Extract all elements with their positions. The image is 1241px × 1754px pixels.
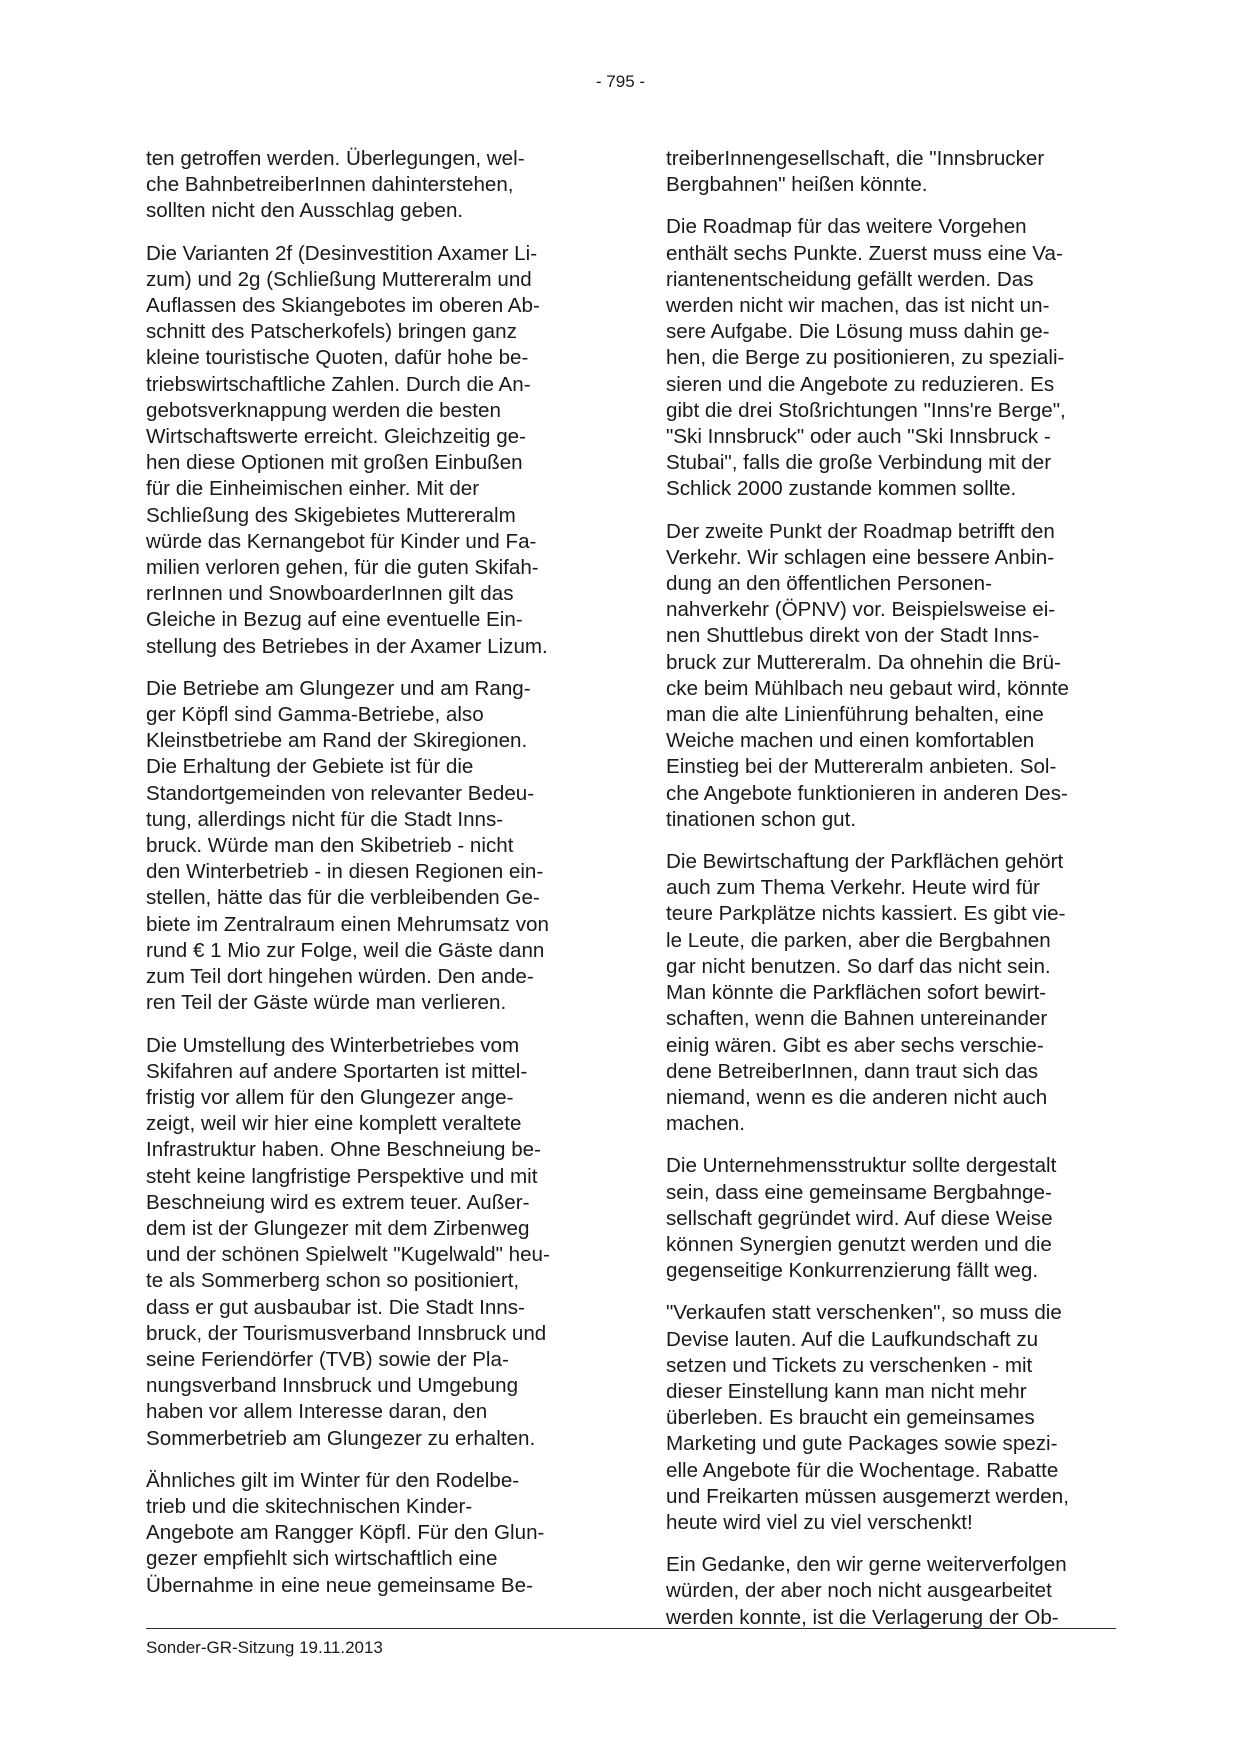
- text-line: Infrastruktur haben. Ohne Beschneiung be-: [146, 1138, 541, 1162]
- text-line: auch zum Thema Verkehr. Heute wird für: [666, 876, 1040, 900]
- paragraph: [666, 519, 1126, 833]
- text-line: Kleinstbetriebe am Rand der Skiregionen.: [146, 729, 528, 753]
- text-line: gezer empfiehlt sich wirtschaftlich eine: [146, 1547, 498, 1571]
- text-line: zum) und 2g (Schließung Muttereralm und: [146, 267, 532, 291]
- text-line: sein, dass eine gemeinsame Bergbahnge-: [666, 1180, 1052, 1204]
- text-line: Ähnliches gilt im Winter für den Rodelbe-: [146, 1468, 520, 1492]
- text-line: milien verloren gehen, für die guten Skifah-: [146, 556, 539, 580]
- text-line: und Freikarten müssen ausgemerzt werden,: [666, 1484, 1069, 1508]
- text-line: hen, die Berge zu positionieren, zu speziali-: [666, 346, 1065, 370]
- text-line: zum Teil dort hingehen würden. Den ande-: [146, 965, 534, 989]
- text-line: sieren und die Angebote zu reduzieren. Es: [666, 372, 1055, 396]
- text-line: zeigt, weil wir hier eine komplett veraltete: [146, 1112, 522, 1136]
- text-line: schnitt des Patscherkofels) bringen ganz: [146, 320, 517, 344]
- paragraph: [146, 241, 601, 660]
- text-line: te als Sommerberg schon so positioniert,: [146, 1269, 520, 1293]
- text-line: Übernahme in eine neue gemeinsame Be-: [146, 1573, 533, 1597]
- text-line: man die alte Linienführung behalten, eine: [666, 703, 1044, 727]
- text-line: Die Erhaltung der Gebiete ist für die: [146, 755, 474, 779]
- text-line: Skifahren auf andere Sportarten ist mittel-: [146, 1059, 528, 1083]
- text-line: rund € 1 Mio zur Folge, weil die Gäste dann: [146, 938, 545, 962]
- text-line: Ein Gedanke, den wir gerne weiterverfolgen: [666, 1553, 1067, 1577]
- text-line: nungsverband Innsbruck und Umgebung: [146, 1374, 519, 1398]
- paragraph: [666, 1153, 1126, 1284]
- paragraph: [666, 849, 1126, 1137]
- text-line: elle Angebote für die Wochentage. Rabatte: [666, 1458, 1059, 1482]
- footer-session-label: Sonder-GR-Sitzung 19.11.2013: [146, 1638, 383, 1657]
- text-line: den Winterbetrieb - in diesen Regionen ein-: [146, 860, 544, 884]
- paragraph: [666, 214, 1126, 502]
- text-line: triebswirtschaftliche Zahlen. Durch die An-: [146, 372, 531, 396]
- text-line: "Ski Innsbruck" oder auch "Ski Innsbruck -: [666, 425, 1051, 449]
- text-line: "Verkaufen statt verschenken", so muss die: [666, 1301, 1062, 1325]
- text-line: werden nicht wir machen, das ist nicht un-: [666, 294, 1050, 318]
- text-line: für die Einheimischen einher. Mit der: [146, 477, 480, 501]
- text-line: rerInnen und SnowboarderInnen gilt das: [146, 582, 514, 606]
- text-line: würden, der aber noch nicht ausgearbeitet: [666, 1579, 1052, 1603]
- text-line: enthält sechs Punkte. Zuerst muss eine Va-: [666, 241, 1063, 265]
- text-line: haben vor allem Interesse daran, den: [146, 1400, 488, 1424]
- text-line: Beschneiung wird es extrem teuer. Außer-: [146, 1190, 530, 1214]
- text-line: Devise lauten. Auf die Laufkundschaft zu: [666, 1327, 1039, 1351]
- text-line: le Leute, die parken, aber die Bergbahnen: [666, 928, 1051, 952]
- text-line: sellschaft gegründet wird. Auf diese Weise: [666, 1206, 1053, 1230]
- text-line: Die Unternehmensstruktur sollte dergestalt: [666, 1154, 1057, 1178]
- text-line: sollten nicht den Ausschlag geben.: [146, 199, 464, 223]
- left-column: [146, 146, 601, 1615]
- text-line: bruck. Würde man den Skibetrieb - nicht: [146, 834, 514, 858]
- text-line: kleine touristische Quoten, dafür hohe be-: [146, 346, 529, 370]
- text-line: treiberInnengesellschaft, die "Innsbrucker: [666, 147, 1045, 170]
- text-line: gar nicht benutzen. So darf das nicht sein.: [666, 954, 1051, 978]
- text-line: sere Aufgabe. Die Lösung muss dahin ge-: [666, 320, 1050, 344]
- text-line: trieb und die skitechnischen Kinder-: [146, 1494, 473, 1518]
- text-line: Die Roadmap für das weitere Vorgehen: [666, 215, 1027, 239]
- text-line: tinationen schon gut.: [666, 807, 857, 831]
- paragraph: [146, 676, 601, 1017]
- text-line: Angebote am Rangger Köpfl. Für den Glun-: [146, 1521, 545, 1545]
- text-line: gibt die drei Stoßrichtungen "Inns're Berge",: [666, 398, 1066, 422]
- text-line: dene BetreiberInnen, dann traut sich das: [666, 1059, 1039, 1083]
- text-line: che BahnbetreiberInnen dahinterstehen,: [146, 173, 514, 197]
- text-line: bruck, der Tourismusverband Innsbruck und: [146, 1321, 547, 1345]
- text-line: dem ist der Glungezer mit dem Zirbenweg: [146, 1216, 530, 1240]
- paragraph: [146, 146, 601, 225]
- text-line: nen Shuttlebus direkt von der Stadt Inns-: [666, 624, 1040, 648]
- text-line: Schlick 2000 zustande kommen sollte.: [666, 477, 1017, 501]
- text-line: Gleiche in Bezug auf eine eventuelle Ein-: [146, 608, 523, 632]
- text-line: schaften, wenn die Bahnen untereinander: [666, 1007, 1048, 1031]
- page-number: - 795 -: [595, 72, 646, 91]
- text-line: Verkehr. Wir schlagen eine bessere Anbin-: [666, 545, 1055, 569]
- text-line: fristig vor allem für den Glungezer ange-: [146, 1085, 514, 1109]
- text-line: teure Parkplätze nichts kassiert. Es gibt vie-: [666, 902, 1066, 926]
- text-line: können Synergien genutzt werden und die: [666, 1232, 1052, 1256]
- text-line: Schließung des Skigebietes Muttereralm: [146, 503, 516, 527]
- text-line: ten getroffen werden. Überlegungen, wel-: [146, 147, 525, 170]
- text-line: machen.: [666, 1112, 745, 1136]
- text-line: setzen und Tickets zu verschenken - mit: [666, 1353, 1033, 1377]
- text-line: hen diese Optionen mit großen Einbußen: [146, 451, 523, 475]
- text-line: stellung des Betriebes in der Axamer Lizum.: [146, 634, 548, 658]
- text-line: nahverkehr (ÖPNV) vor. Beispielsweise ei-: [666, 598, 1056, 622]
- text-line: Der zweite Punkt der Roadmap betrifft den: [666, 519, 1055, 543]
- text-line: einig wären. Gibt es aber sechs verschie-: [666, 1033, 1044, 1057]
- text-line: heute wird viel zu viel verschenkt!: [666, 1510, 973, 1534]
- text-line: ger Köpfl sind Gamma-Betriebe, also: [146, 703, 484, 727]
- text-line: gegenseitige Konkurrenzierung fällt weg.: [666, 1259, 1039, 1283]
- text-line: Standortgemeinden von relevanter Bedeu-: [146, 781, 535, 805]
- paragraph: [666, 146, 1126, 198]
- text-line: überleben. Es braucht ein gemeinsames: [666, 1406, 1035, 1430]
- text-line: niemand, wenn es die anderen nicht auch: [666, 1085, 1048, 1109]
- text-line: würde das Kernangebot für Kinder und Fa-: [146, 529, 537, 553]
- paragraph: [146, 1033, 601, 1452]
- text-line: biete im Zentralraum einen Mehrumsatz von: [146, 912, 549, 936]
- text-line: che Angebote funktionieren in anderen Des-: [666, 781, 1068, 805]
- text-line: cke beim Mühlbach neu gebaut wird, könnte: [666, 676, 1069, 700]
- text-line: werden konnte, ist die Verlagerung der Ob-: [666, 1605, 1059, 1629]
- text-line: Bergbahnen" heißen könnte.: [666, 173, 928, 197]
- text-line: Weiche machen und einen komfortablen: [666, 729, 1035, 753]
- text-line: Man könnte die Parkflächen sofort bewirt-: [666, 981, 1047, 1005]
- right-column: [666, 146, 1126, 1647]
- text-line: Auflassen des Skiangebotes im oberen Ab-: [146, 294, 540, 318]
- text-line: tung, allerdings nicht für die Stadt Inns-: [146, 807, 504, 831]
- paragraph: [146, 1468, 601, 1599]
- text-line: dieser Einstellung kann man nicht mehr: [666, 1379, 1027, 1403]
- text-line: Sommerbetrieb am Glungezer zu erhalten.: [146, 1426, 536, 1450]
- text-line: steht keine langfristige Perspektive und mit: [146, 1164, 538, 1188]
- text-line: dung an den öffentlichen Personen-: [666, 572, 992, 596]
- text-line: gebotsverknappung werden die besten: [146, 398, 501, 422]
- text-line: und der schönen Spielwelt "Kugelwald" heu-: [146, 1243, 550, 1267]
- text-line: seine Feriendörfer (TVB) sowie der Pla-: [146, 1347, 509, 1371]
- text-line: Die Bewirtschaftung der Parkflächen gehört: [666, 850, 1064, 874]
- text-line: Die Varianten 2f (Desinvestition Axamer Li-: [146, 241, 538, 265]
- text-line: Die Betriebe am Glungezer und am Rang-: [146, 676, 531, 700]
- text-line: bruck zur Muttereralm. Da ohnehin die Brü-: [666, 650, 1061, 674]
- text-line: dass er gut ausbaubar ist. Die Stadt Inns-: [146, 1295, 525, 1319]
- text-line: Marketing und gute Packages sowie spezi-: [666, 1432, 1058, 1456]
- text-line: riantenentscheidung gefällt werden. Das: [666, 267, 1034, 291]
- paragraph: [666, 1300, 1126, 1536]
- footer-divider: [146, 1628, 1116, 1629]
- text-line: Stubai", falls die große Verbindung mit der: [666, 451, 1052, 475]
- text-line: Einstieg bei der Muttereralm anbieten. Sol-: [666, 755, 1057, 779]
- text-line: Wirtschaftswerte erreicht. Gleichzeitig ge-: [146, 425, 526, 449]
- paragraph: [666, 1552, 1126, 1631]
- text-line: stellen, hätte das für die verbleibenden Ge-: [146, 886, 540, 910]
- text-line: Die Umstellung des Winterbetriebes vom: [146, 1033, 520, 1057]
- text-line: ren Teil der Gäste würde man verlieren.: [146, 991, 507, 1015]
